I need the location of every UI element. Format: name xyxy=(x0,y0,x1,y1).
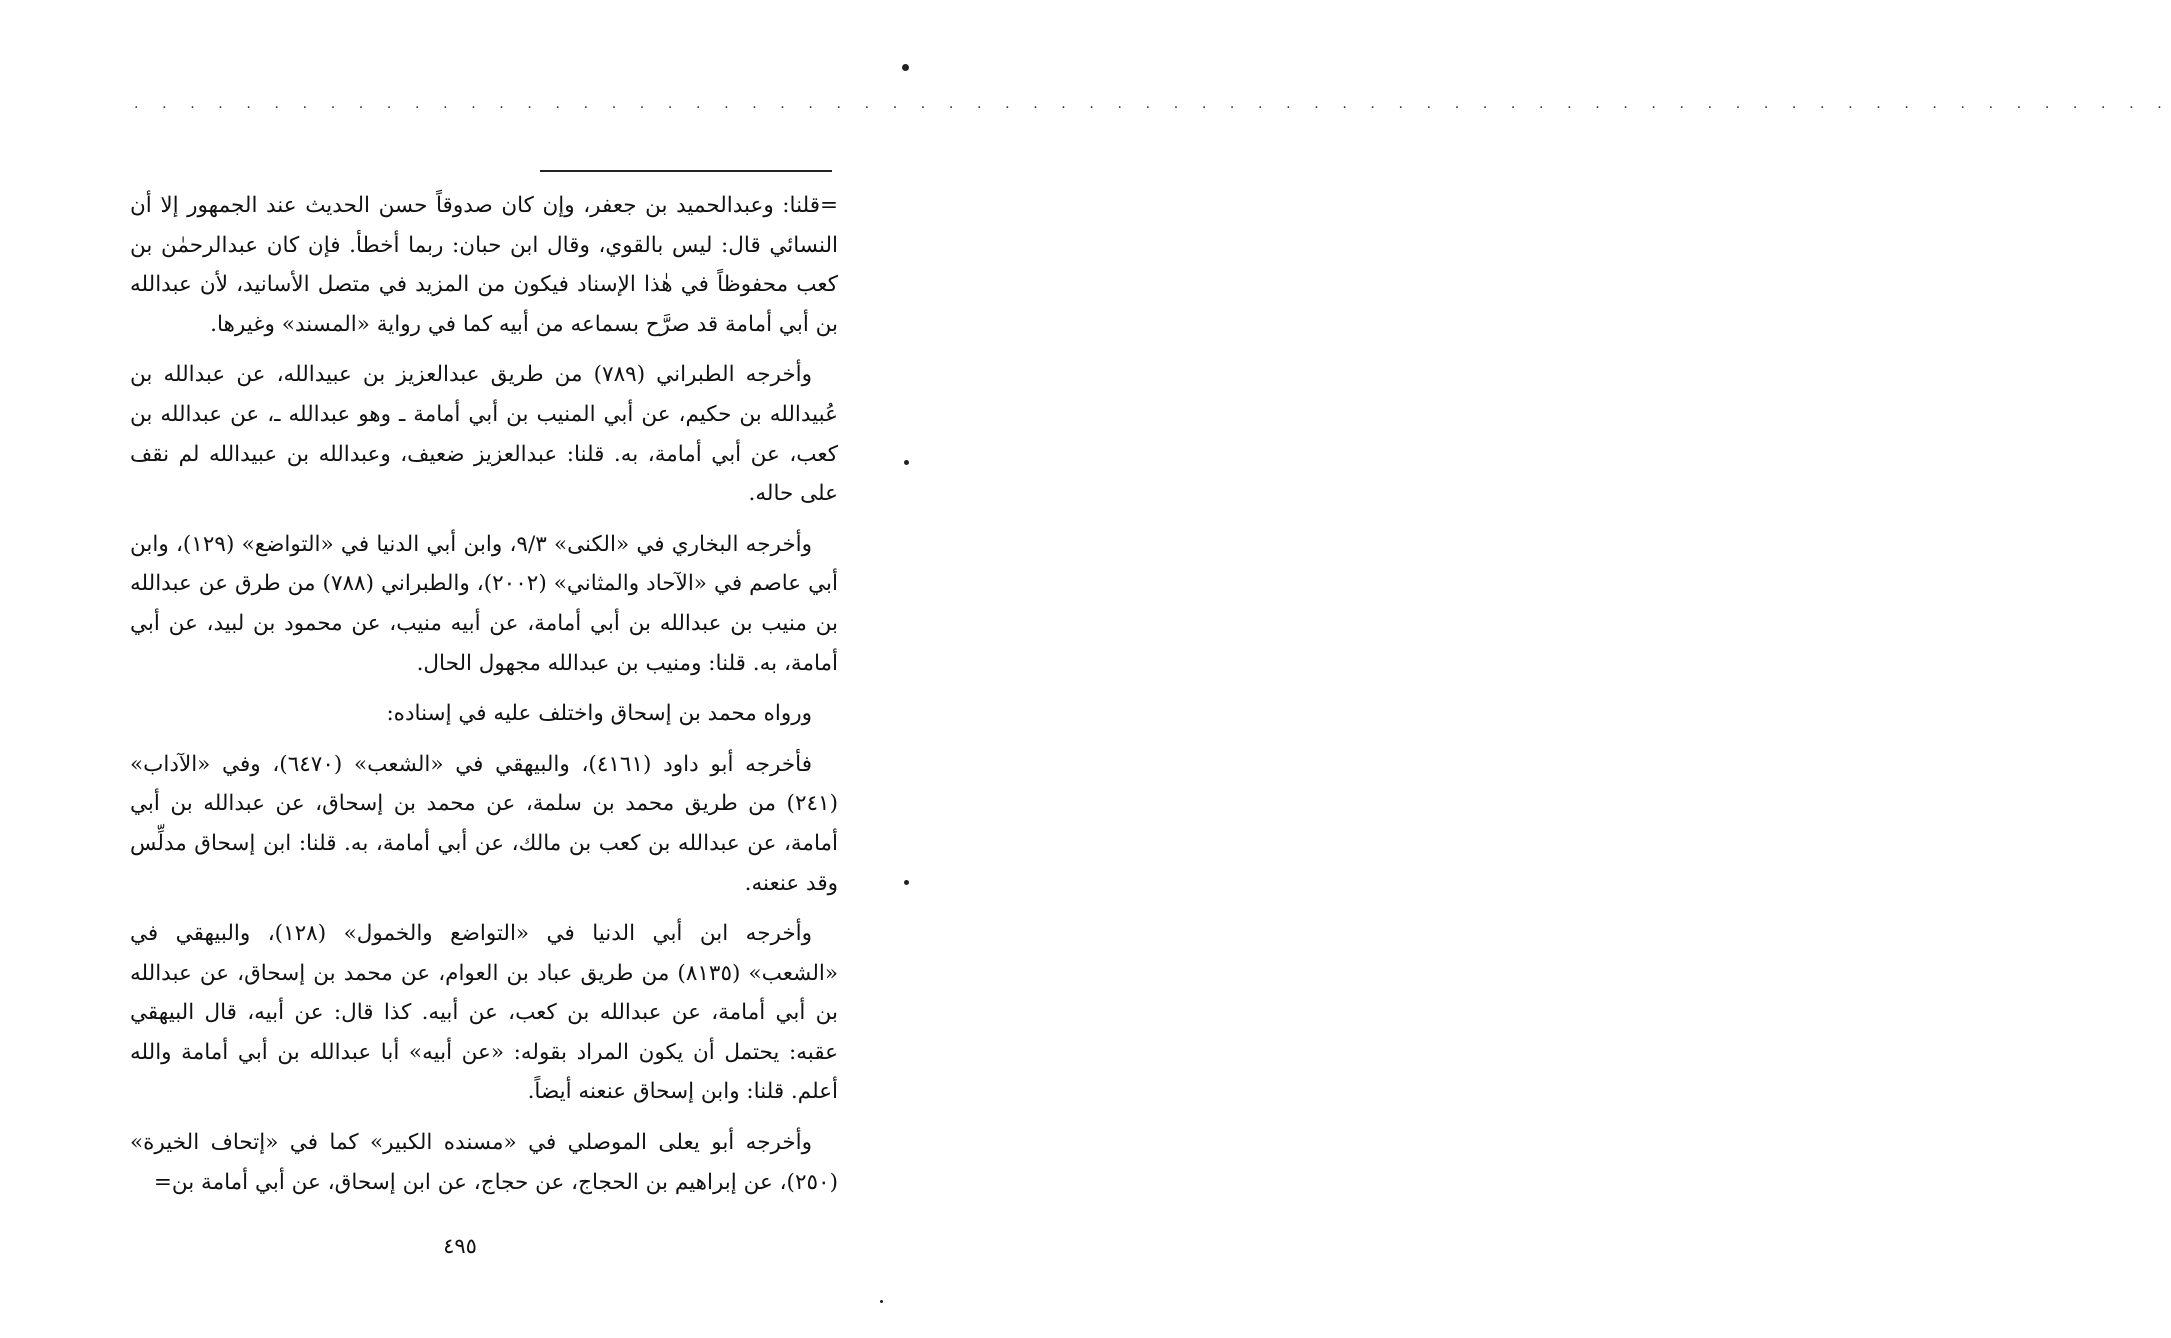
paragraph-7: وأخرجه أبو يعلى الموصلي في «مسنده الكبير» كما في «إتحاف الخيرة» (٢٥٠)، عن إبراهيم بن الحجاج، عن حجاج، عن ابن إسحاق، عن أبي أمامة بن= xyxy=(130,1130,838,1195)
paragraph-3: وأخرجه البخاري في «الكنى» ٩/٣، وابن أبي الدنيا في «التواضع» (١٢٩)، وابن أبي عاصم في «الآحاد والمثاني» (٢٠٠٢)، والطبراني (٧٨٨) من طرق عن عبدالله بن منيب بن عبدالله بن أبي أمامة، عن أبيه منيب، عن محمود بن لبيد، عن أبي أمامة، به. قلنا: ومنيب بن عبدالله مجهول الحال. xyxy=(130,531,839,676)
footnote-rule xyxy=(540,170,832,172)
margin-mark xyxy=(904,460,909,465)
margin-mark xyxy=(904,880,909,885)
dotted-separator: . . . . . . . . . . . . . . . . . . . . . . . . . . . . . . . . . . . . . . . . . . . . . . . . . . . . . . . . . . . . . . . . . . . . . . . . . xyxy=(134,96,2171,112)
footnote-text xyxy=(130,186,838,1213)
paragraph-4: ورواه محمد بن إسحاق واختلف عليه في إسناده: xyxy=(386,701,812,727)
page-number: ٤٩٥ xyxy=(443,1234,477,1258)
paragraph-1: =قلنا: وعبدالحميد بن جعفر، وإن كان صدوقاً حسن الحديث عند الجمهور إلا أن النسائي قال: ليس بالقوي، وقال ابن حبان: ربما أخطأ. فإن كان عبدالرحمٰن بن كعب محفوظاً في هٰذا الإسناد فيكون من المزيد في متصل الأسانيد، لأن عبدالله بن أبي أمامة قد صرَّح بسماعه من أبيه كما في رواية «المسند» وغيرها. xyxy=(130,193,838,337)
paragraph-2: وأخرجه الطبراني (٧٨٩) من طريق عبدالعزيز بن عبيدالله، عن عبدالله بن عُبيدالله بن حكيم، عن أبي المنيب بن أبي أمامة ـ وهو عبدالله ـ، عن عبدالله بن كعب، عن أبي أمامة، به. قلنا: عبدالعزيز ضعيف، وعبدالله بن عبيدالله لم نقف على حاله. xyxy=(130,362,838,507)
paragraph-6: وأخرجه ابن أبي الدنيا في «التواضع والخمول» (١٢٨)، والبيهقي في «الشعب» (٨١٣٥) من طريق عباد بن العوام، عن محمد بن إسحاق، عن عبدالله بن أبي أمامة، عن عبدالله بن كعب، عن أبيه. كذا قال: عن أبيه، قال البيهقي عقبه: يحتمل أن يكون المراد بقوله: «عن أبيه» أبا عبدالله بن أبي أمامة والله أعلم. قلنا: وابن إسحاق عنعنه أيضاً. xyxy=(130,921,839,1105)
margin-mark xyxy=(880,1300,883,1303)
paragraph-5: فأخرجه أبو داود (٤١٦١)، والبيهقي في «الشعب» (٦٤٧٠)، وفي «الآداب» (٢٤١) من طريق محمد بن سلمة، عن محمد بن إسحاق، عن عبدالله بن أبي أمامة، عن عبدالله بن كعب بن مالك، عن أبي أمامة، به. قلنا: ابن إسحاق مدلِّس وقد عنعنه. xyxy=(130,751,838,896)
margin-mark xyxy=(902,64,909,71)
